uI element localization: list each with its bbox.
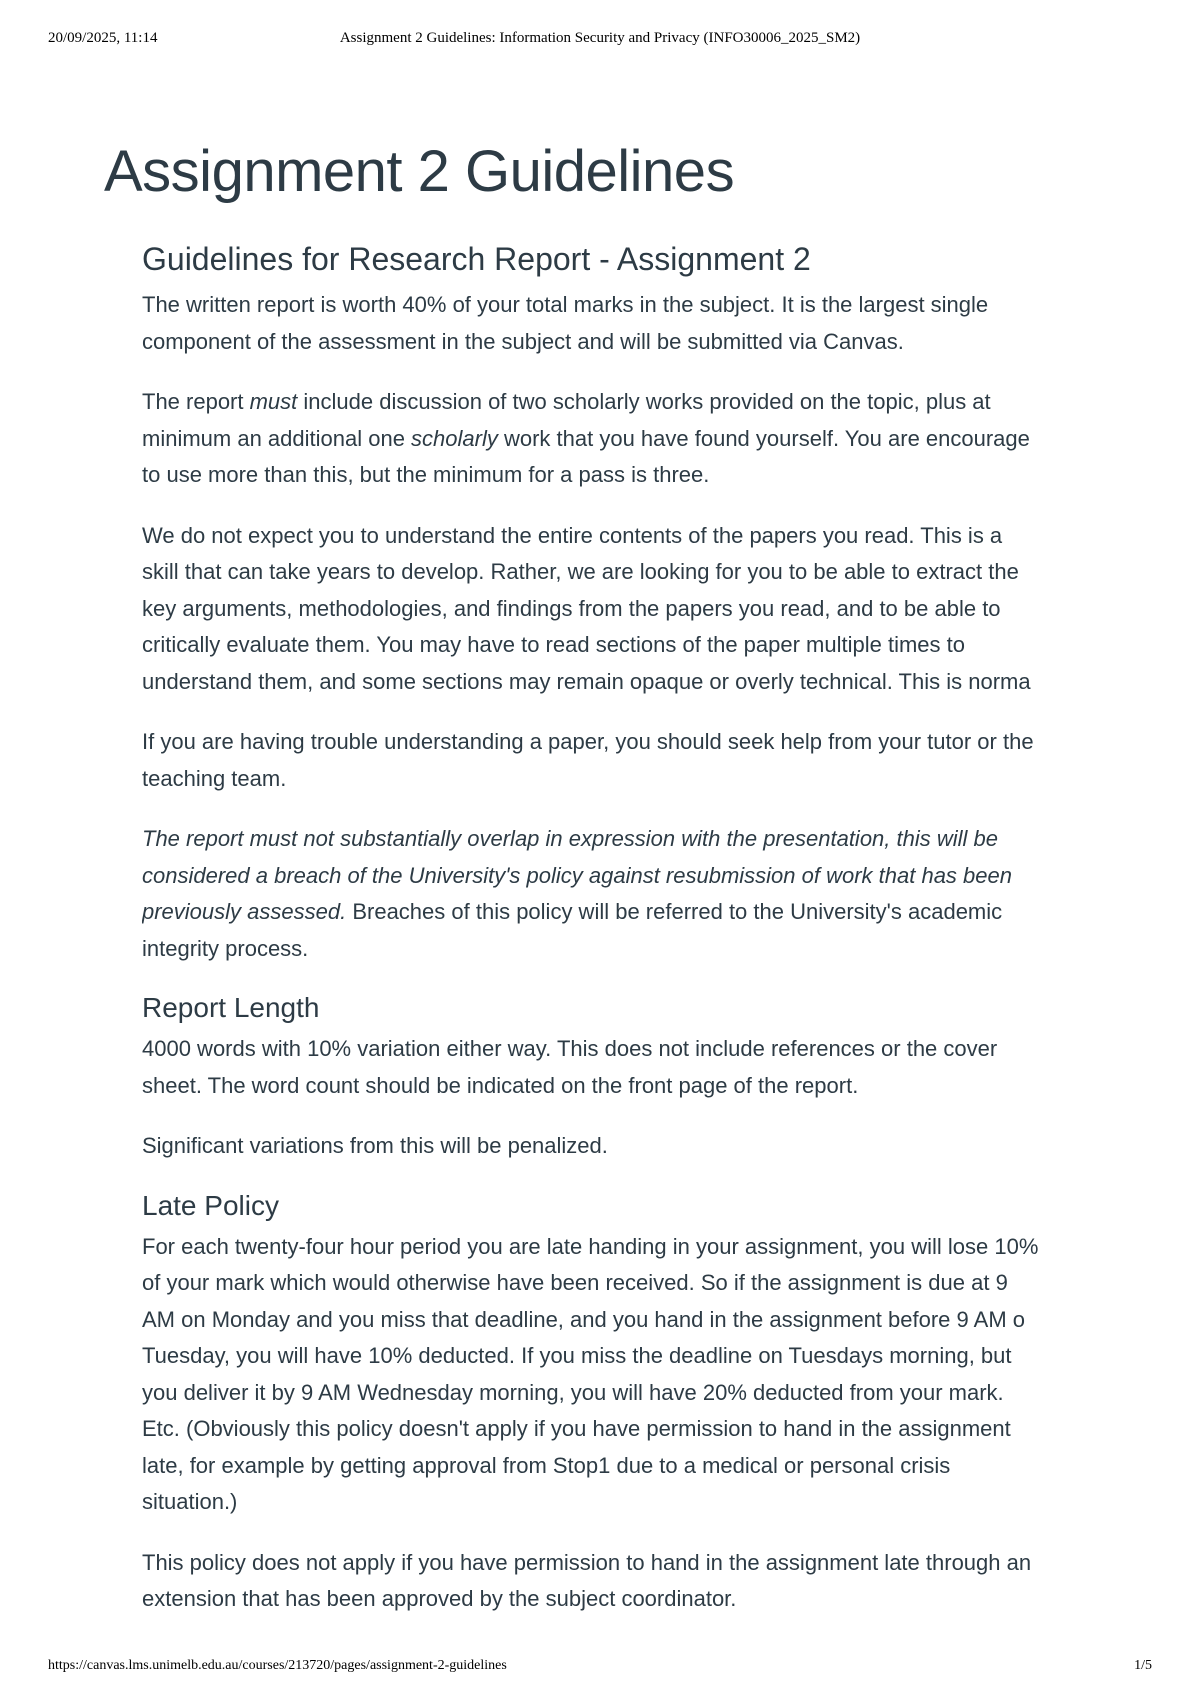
text-line [142, 421, 1122, 458]
text-segment: Breaches of this policy will be referred to the University's academic [346, 899, 1003, 924]
paragraph-understanding-papers [142, 518, 1122, 701]
paragraph-penalized [142, 1128, 1122, 1165]
text-line: late, for example by getting approval from Stop1 due to a medical or personal crisis [142, 1452, 951, 1478]
text-line: situation.) [142, 1489, 238, 1514]
page-url[interactable]: https://canvas.lms.unimelb.edu.au/courses/213720/pages/assignment-2-guidelines [48, 1658, 507, 1673]
emphasis-text: previously assessed. [142, 899, 347, 924]
text-line: skill that can take years to develop. Rather, we are looking for you to be able to extract the [142, 559, 1019, 584]
print-footer [48, 1658, 1152, 1680]
page-title: Assignment 2 Guidelines [104, 139, 735, 204]
text-line: We do not expect you to understand the entire contents of the papers you read. This is a [142, 522, 1003, 548]
page-content [142, 238, 1122, 1642]
text-line: The written report is worth 40% of your total marks in the subject. It is the largest single [142, 292, 989, 317]
paragraph-extension [142, 1545, 1122, 1618]
text-line [142, 858, 1122, 895]
emphasis-scholarly: scholarly [411, 425, 498, 451]
paragraph-word-count [142, 1031, 1122, 1104]
text-line: If you are having trouble understanding a paper, you should seek help from your tutor or the [142, 729, 1034, 754]
text-line: you deliver it by 9 AM Wednesday morning, you will have 20% deducted from your mark. [142, 1379, 1004, 1405]
page-number: 1/5 [1134, 1658, 1152, 1673]
text-line: of your mark which would otherwise have been received. So if the assignment is due at 9 [142, 1270, 1008, 1295]
print-datetime: 20/09/2025, 11:14 [48, 30, 158, 46]
late-policy-heading: Late Policy [142, 1189, 279, 1221]
text-line: understand them, and some sections may remain opaque or overly technical. This is norma [142, 668, 1031, 694]
report-length-heading: Report Length [142, 992, 320, 1023]
text-segment: include discussion of two scholarly works provided on the topic, plus at [297, 389, 991, 414]
paragraph-scholarly-works [142, 384, 1122, 494]
print-document-title: Assignment 2 Guidelines: Information Security and Privacy (INFO30006_2025_SM2) [339, 30, 861, 46]
emphasis-text: considered a breach of the University's policy against resubmission of work that has been [142, 862, 1012, 888]
text-line: Etc. (Obviously this policy doesn't apply if you have permission to hand in the assignment [142, 1416, 1011, 1441]
emphasis-text: The report must not substantially overlap in expression with the presentation, this will be [142, 826, 998, 851]
text-segment: minimum an additional one [142, 425, 412, 451]
text-line: key arguments, methodologies, and findings from the papers you read, and to be able to [142, 595, 1001, 621]
text-line: integrity process. [142, 935, 309, 961]
text-line: Significant variations from this will be penalized. [142, 1133, 608, 1158]
text-line [142, 821, 1122, 858]
emphasis-must: must [249, 389, 298, 414]
text-line [142, 894, 1122, 931]
text-line: For each twenty-four hour period you are late handing in your assignment, you will lose 10% [142, 1233, 1039, 1259]
text-line: AM on Monday and you miss that deadline, and you hand in the assignment before 9 AM o [142, 1306, 1025, 1332]
text-line: teaching team. [142, 765, 287, 791]
paragraph-seek-help [142, 724, 1122, 797]
text-line: component of the assessment in the subject and will be submitted via Canvas. [142, 328, 904, 354]
text-line: to use more than this, but the minimum for a pass is three. [142, 462, 710, 487]
paragraph-late-penalty [142, 1229, 1122, 1521]
print-header [48, 30, 1152, 52]
text-line: 4000 words with 10% variation either way. This does not include references or the cover [142, 1036, 998, 1061]
text-line: Tuesday, you will have 10% deducted. If you miss the deadline on Tuesdays morning, but [142, 1343, 1012, 1368]
text-segment: The report [142, 389, 250, 414]
text-line: This policy does not apply if you have permission to hand in the assignment late through an [142, 1549, 1032, 1575]
paragraph-report-worth [142, 287, 1122, 360]
text-line: extension that has been approved by the subject coordinator. [142, 1586, 737, 1611]
main-section-heading: Guidelines for Research Report - Assignment 2 [142, 241, 811, 277]
text-segment: work that you have found yourself. You are encourage [497, 425, 1030, 451]
paragraph-resubmission-policy [142, 821, 1122, 967]
text-line: sheet. The word count should be indicated on the front page of the report. [142, 1072, 859, 1098]
text-line: critically evaluate them. You may have to read sections of the paper multiple times to [142, 632, 965, 657]
text-line [142, 384, 1122, 421]
